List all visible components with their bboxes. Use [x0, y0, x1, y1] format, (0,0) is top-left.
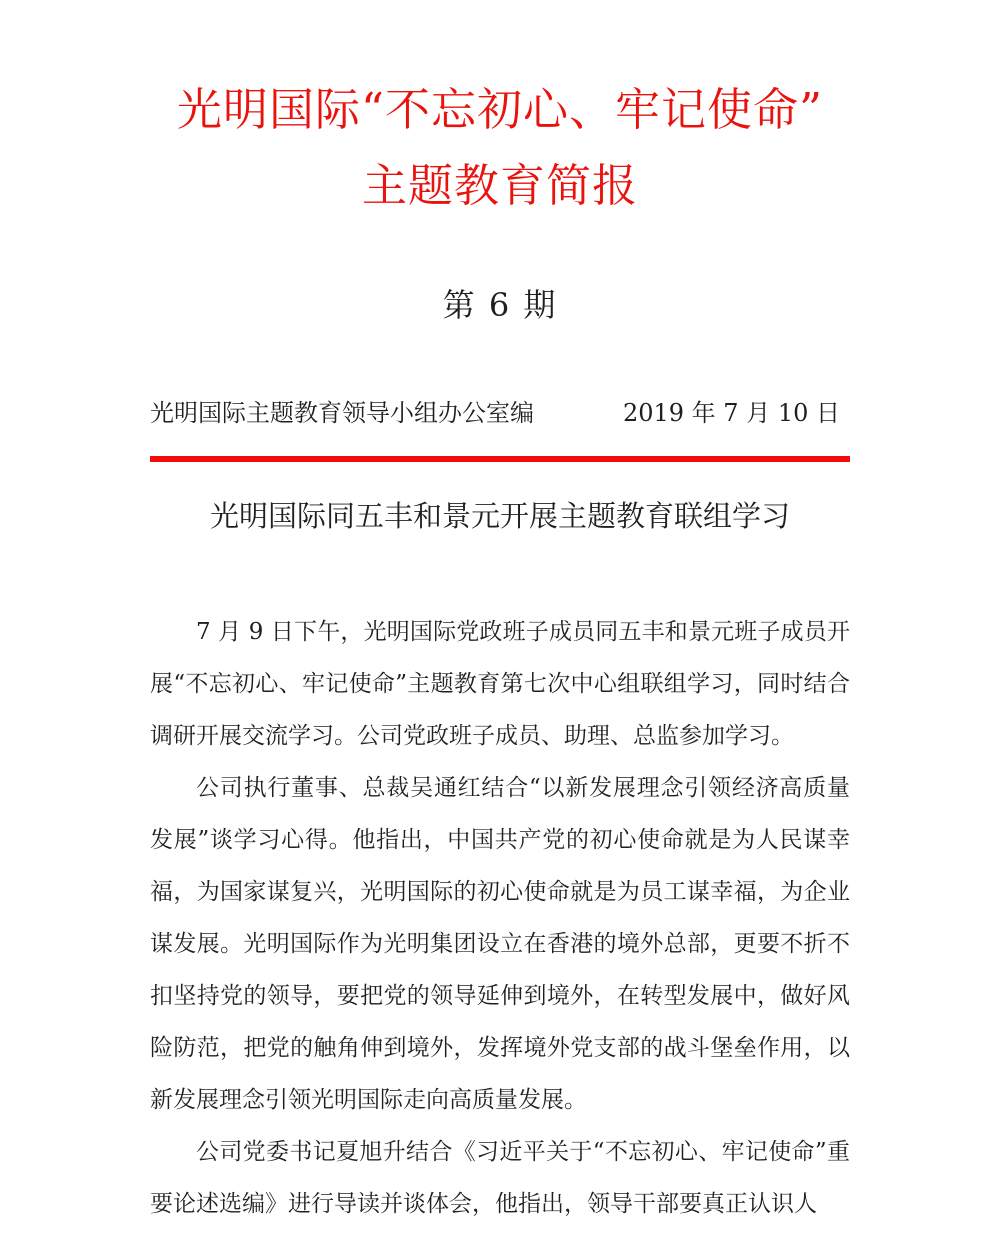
- article-paragraph-1: 7 月 9 日下午，光明国际党政班子成员同五丰和景元班子成员开展“不忘初心、牢记使命”主题教育第七次中心组联组学习，同时结合调研开展交流学习。公司党政班子成员、助理、总监参加学习。: [150, 619, 850, 749]
- article-paragraph-2: 公司执行董事、总裁吴通红结合“以新发展理念引领经济高质量发展”谈学习心得。他指出，中国共产党的初心使命就是为人民谋幸福，为国家谋复兴，光明国际的初心使命就是为员工谋幸福，为企业谋发展。光明国际作为光明集团设立在香港的境外总部，更要不折不扣坚持党的领导，要把党的领导延伸到境外，在转型发展中，做好风险防范，把党的触角伸到境外，发挥境外党支部的战斗堡垒作用，以新发展理念引领光明国际走向高质量发展。: [150, 775, 850, 1113]
- article-paragraph-3: 公司党委书记夏旭升结合《习近平关于“不忘初心、牢记使命”重要论述选编》进行导读并谈体会，他指出，领导干部要真正认识人: [150, 1139, 850, 1217]
- issue-number: 第 6 期: [442, 286, 558, 324]
- red-divider-rule: [150, 456, 850, 462]
- bulletin-title-line1: 光明国际“不忘初心、牢记使命”: [176, 83, 823, 136]
- editor-label: 光明国际主题教育领导小组办公室编: [150, 399, 534, 427]
- article-body: [150, 606, 850, 1230]
- article-headline: 光明国际同五丰和景元开展主题教育联组学习: [209, 499, 790, 533]
- publish-date: 2019 年 7 月 10 日: [622, 399, 840, 427]
- editor-row: [150, 399, 850, 427]
- bulletin-title-line2: 主题教育简报: [361, 159, 638, 212]
